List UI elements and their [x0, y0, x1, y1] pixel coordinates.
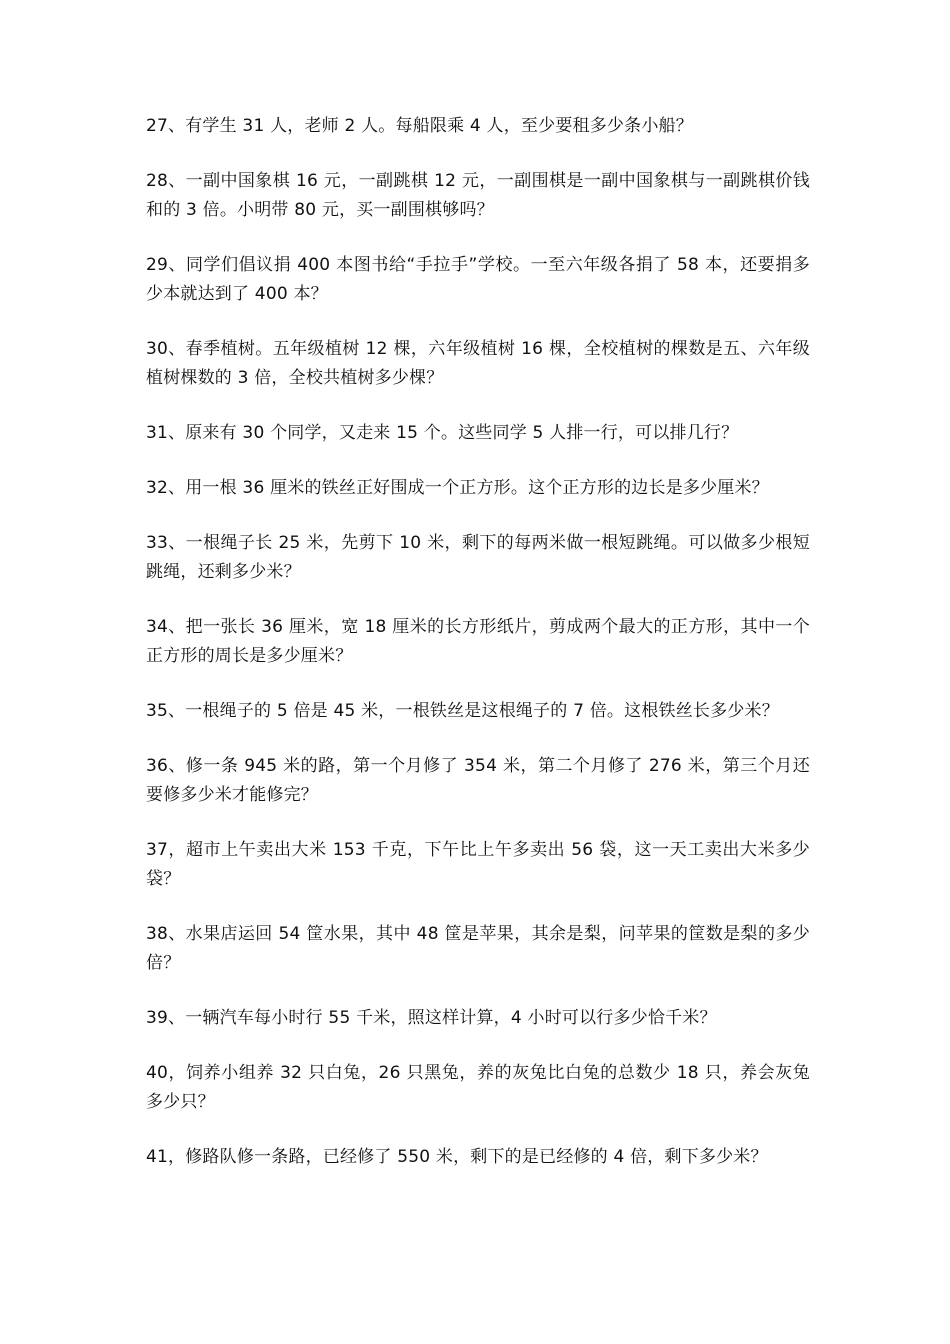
problem-text: 28、一副中国象棋 16 元，一副跳棋 12 元，一副围棋是一副中国象棋与一副跳棋价钱和的 3 倍。小明带 80 元，买一副围棋够吗？: [146, 171, 810, 220]
problem-text: 38、水果店运回 54 筐水果，其中 48 筐是苹果，其余是梨，问苹果的筐数是梨的多少倍？: [146, 924, 810, 973]
problem-41: [146, 1143, 810, 1172]
problem-32: [146, 474, 810, 503]
problem-text: 29、同学们倡议捐 400 本图书给“手拉手”学校。一至六年级各捐了 58 本，还要捐多少本就达到了 400 本？: [146, 255, 810, 304]
problem-text: 39、一辆汽车每小时行 55 千米，照这样计算，4 小时可以行多少恰千米？: [146, 1008, 717, 1028]
problem-39: [146, 1004, 810, 1033]
problem-40: [146, 1059, 810, 1117]
problem-text: 37，超市上午卖出大米 153 千克，下午比上午多卖出 56 袋，这一天工卖出大米多少袋？: [146, 840, 810, 889]
problem-30: [146, 335, 810, 393]
problem-35: [146, 697, 810, 726]
problem-37: [146, 836, 810, 894]
problem-text: 36、修一条 945 米的路，第一个月修了 354 米，第二个月修了 276 米，第三个月还要修多少米才能修完？: [146, 756, 810, 805]
problem-29: [146, 251, 810, 309]
problem-text: 32、用一根 36 厘米的铁丝正好围成一个正方形。这个正方形的边长是多少厘米？: [146, 478, 769, 498]
problem-text: 27、有学生 31 人，老师 2 人。每船限乘 4 人，至少要租多少条小船？: [146, 116, 693, 136]
problem-27: [146, 112, 810, 141]
problem-text: 33、一根绳子长 25 米，先剪下 10 米，剩下的每两米做一根短跳绳。可以做多少根短跳绳，还剩多少米？: [146, 533, 810, 582]
problem-38: [146, 920, 810, 978]
problem-36: [146, 752, 810, 810]
problem-28: [146, 167, 810, 225]
problem-text: 40，饲养小组养 32 只白兔，26 只黑兔，养的灰兔比白兔的总数少 18 只，养会灰兔多少只？: [146, 1063, 810, 1112]
problem-list: [146, 112, 810, 1198]
problem-text: 34、把一张长 36 厘米，宽 18 厘米的长方形纸片，剪成两个最大的正方形，其中一个正方形的周长是多少厘米？: [146, 617, 810, 666]
problem-33: [146, 529, 810, 587]
problem-text: 35、一根绳子的 5 倍是 45 米，一根铁丝是这根绳子的 7 倍。这根铁丝长多少米？: [146, 701, 779, 721]
problem-34: [146, 613, 810, 671]
problem-31: [146, 419, 810, 448]
problem-text: 41，修路队修一条路，已经修了 550 米，剩下的是已经修的 4 倍，剩下多少米？: [146, 1147, 768, 1167]
problem-text: 31、原来有 30 个同学，又走来 15 个。这些同学 5 人排一行，可以排几行？: [146, 423, 739, 443]
problem-text: 30、春季植树。五年级植树 12 棵，六年级植树 16 棵，全校植树的棵数是五、六年级植树棵数的 3 倍，全校共植树多少棵？: [146, 339, 810, 388]
